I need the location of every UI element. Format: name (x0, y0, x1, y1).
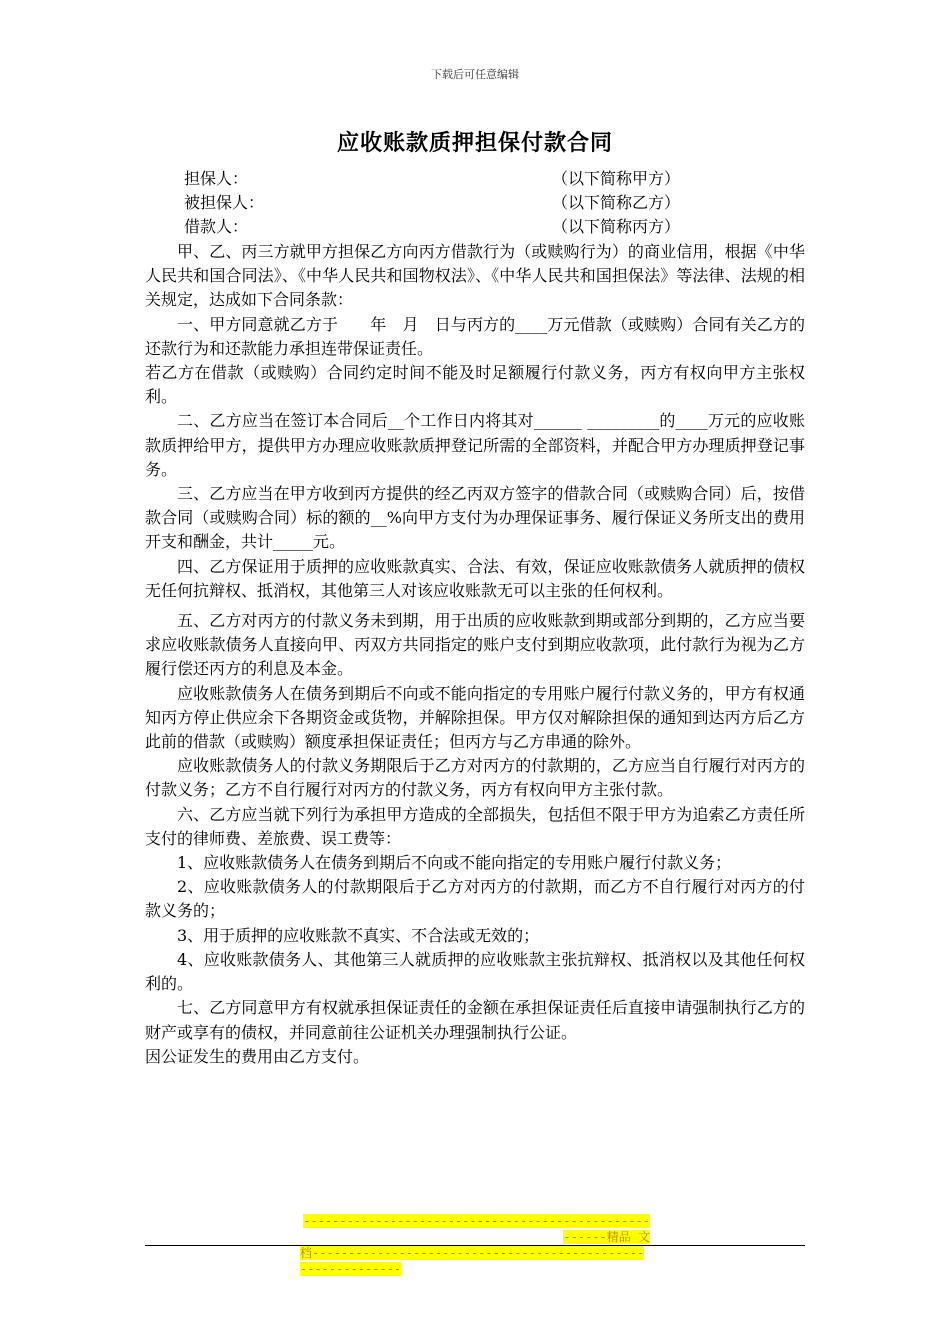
party-label: 担保人： (184, 169, 249, 188)
party-abbreviation: （以下简称甲方） (552, 169, 681, 188)
footer-divider (145, 1245, 805, 1246)
clause-2: 二、乙方应当在签订本合同后__个工作日内将其对______ _________的____万元的应收账款质押给甲方，提供甲方办理应收账款质押登记所需的全部资料，并配合甲方办理质押登记事务。 (145, 411, 805, 479)
party-list (184, 167, 744, 239)
party-abbreviation: （以下简称丙方） (552, 217, 681, 236)
clause-6-item-3: 3、用于质押的应收账款不真实、不合法或无效的； (177, 925, 540, 945)
footer-line-2: 档------------------------------------------------------------ (300, 1246, 645, 1276)
clause-6-item-4: 4、应收账款债务人、其他第三人就质押的应收账款主张抗辩权、抵消权以及其他任何权利的。 (145, 949, 805, 994)
party-label: 被担保人： (184, 193, 265, 212)
preamble-paragraph: 甲、乙、丙三方就甲方担保乙方向丙方借款行为（或赎购行为）的商业信用，根据《中华人民共和国合同法》、《中华人民共和国物权法》、《中华人民共和国担保法》等法律、法规的相关规定，达成如下合同条款： (145, 242, 805, 310)
contract-title: 应收账款质押担保付款合同 (336, 130, 613, 156)
footer-line-1: ------------------------------------------------------精品 文 (303, 1214, 650, 1244)
clause-5: 五、乙方对丙方的付款义务未到期，用于出质的应收账款到期或部分到期的，乙方应当要求应收账款债务人直接向甲、丙双方共同指定的账户支付到期应收款项，此付款行为视为乙方履行偿还丙方的利息及本金。 (145, 611, 805, 679)
clause-5-sub-1: 应收账款债务人在债务到期后不向或不能向指定的专用账户履行付款义务的，甲方有权通知丙方停止供应余下各期资金或货物，并解除担保。甲方仅对解除担保的通知到达丙方后乙方此前的借款（或赎购）额度承担保证责任；但丙方与乙方串通的除外。 (145, 683, 805, 752)
clause-7-continued: 因公证发生的费用由乙方支付。 (145, 1046, 370, 1066)
party-guarantor (184, 167, 744, 191)
clause-3: 三、乙方应当在甲方收到丙方提供的经乙丙双方签字的借款合同（或赎购合同）后，按借款合同（或赎购合同）标的额的__%向甲方支付为办理保证事务、履行保证义务所支出的费用开支和酬金，共计_____元。 (145, 484, 805, 552)
clause-7: 七、乙方同意甲方有权就承担保证责任的金额在承担保证责任后直接申请强制执行乙方的财产或享有的债权，并同意前往公证机关办理强制执行公证。 (145, 998, 805, 1042)
clause-5-sub-2: 应收账款债务人的付款义务期限后于乙方对丙方的付款期的，乙方应当自行履行对丙方的付款义务；乙方不自行履行对丙方的付款义务，丙方有权向甲方主张付款。 (145, 756, 805, 800)
party-label: 借款人： (184, 217, 249, 236)
clause-1: 一、甲方同意就乙方于 年 月 日与丙方的____万元借款（或赎购）合同有关乙方的还款行为和还款能力承担连带保证责任。 (145, 314, 805, 358)
download-note: 下载后可任意编辑 (431, 68, 519, 81)
clause-6: 六、乙方应当就下列行为承担甲方造成的全部损失，包括但不限于甲方为追索乙方责任所支付的律师费、差旅费、误工费等： (145, 804, 805, 848)
party-guaranteed (184, 191, 744, 215)
clause-6-item-2: 2、应收账款债务人的付款期限后于乙方对丙方的付款期，而乙方不自行履行对丙方的付款义务的； (145, 877, 805, 921)
clause-4: 四、乙方保证用于质押的应收账款真实、合法、有效，保证应收账款债务人就质押的债权无任何抗辩权、抵消权，其他第三人对该应收账款无可以主张的任何权利。 (145, 556, 805, 600)
party-borrower (184, 215, 744, 239)
party-abbreviation: （以下简称乙方） (552, 193, 681, 212)
contract-body (145, 240, 805, 1069)
clause-1-continued: 若乙方在借款（或赎购）合同约定时间不能及时足额履行付款义务，丙方有权向甲方主张权利。 (145, 363, 805, 407)
clause-6-item-1: 1、应收账款债务人在债务到期后不向或不能向指定的专用账户履行付款义务； (177, 853, 732, 873)
